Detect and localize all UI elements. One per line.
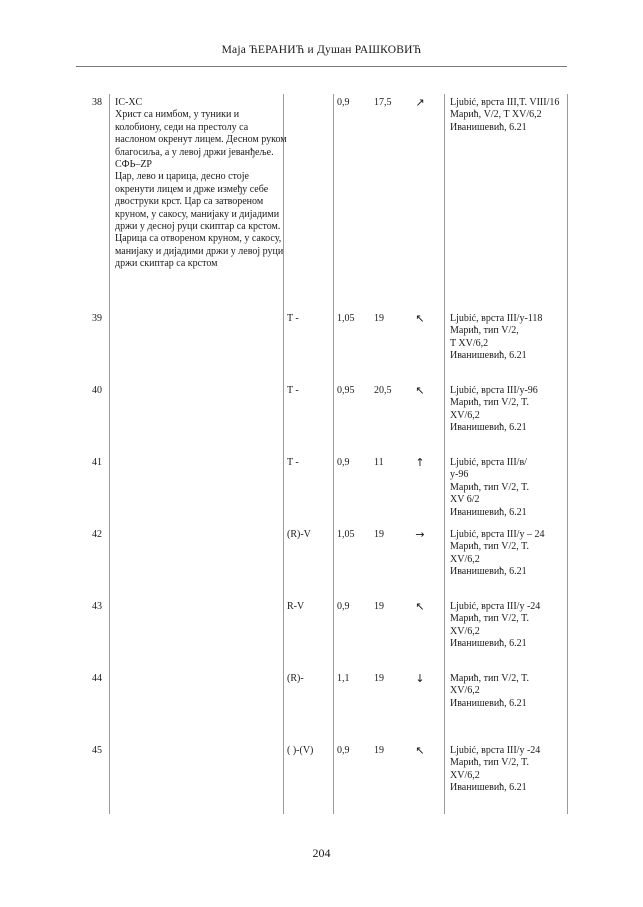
running-header: Маја ЋЕРАНИЋ и Душан РАШКОВИЋ bbox=[221, 44, 422, 56]
arrow-northwest-icon: ↖ bbox=[415, 600, 425, 613]
row-diameter: 19 bbox=[374, 529, 384, 540]
row-weight: 1,05 bbox=[337, 313, 355, 324]
page-number: 204 bbox=[312, 846, 331, 860]
column-divider bbox=[333, 94, 334, 814]
arrow-northwest-icon: ↖ bbox=[415, 312, 425, 325]
column-divider bbox=[109, 94, 110, 814]
coin-catalog-table bbox=[76, 94, 567, 814]
row-diameter: 19 bbox=[374, 673, 384, 684]
row-source: Ljubić, врста III/у -24 Марић, тип V/2, T. XV/6,2 Иванишевић, 6.21 bbox=[450, 601, 541, 650]
row-source: Ljubić, врста III/у -24 Марић, тип V/2, T. XV/6,2 Иванишевић, 6.21 bbox=[450, 745, 541, 794]
row-diameter: 19 bbox=[374, 313, 384, 324]
row-number: 43 bbox=[92, 601, 102, 612]
row-weight: 0,95 bbox=[337, 385, 355, 396]
row-diameter: 19 bbox=[374, 601, 384, 612]
row-weight: 1,1 bbox=[337, 673, 350, 684]
row-reference: (R)- bbox=[287, 673, 304, 684]
row-weight: 0,9 bbox=[337, 457, 350, 468]
arrow-down-icon: ↓ bbox=[415, 672, 425, 685]
row-weight: 1,05 bbox=[337, 529, 355, 540]
row-diameter: 11 bbox=[374, 457, 384, 468]
row-reference: ( )-(V) bbox=[287, 745, 314, 756]
arrow-northeast-icon: ↗ bbox=[415, 96, 425, 109]
row-weight: 0,9 bbox=[337, 745, 350, 756]
row-number: 45 bbox=[92, 745, 102, 756]
row-number: 42 bbox=[92, 529, 102, 540]
row-number: 40 bbox=[92, 385, 102, 396]
row-source: Ljubić, врста III/у – 24 Марић, тип V/2, T. XV/6,2 Иванишевић, 6.21 bbox=[450, 529, 545, 578]
row-source: Ljubić, врста III,T. VIII/16 Марић, V/2, T XV/6,2 Иванишевић, 6.21 bbox=[450, 97, 560, 133]
row-reference: T - bbox=[287, 385, 299, 396]
row-source: Ljubić, врста III/у-118 Марић, тип V/2, T XV/6,2 Иванишевић, 6.21 bbox=[450, 313, 543, 362]
row-reference: (R)-V bbox=[287, 529, 311, 540]
row-number: 44 bbox=[92, 673, 102, 684]
arrow-right-icon: → bbox=[415, 528, 425, 541]
row-source: Ljubić, врста III/в/ у-96 Марић, тип V/2, T. XV 6/2 Иванишевић, 6.21 bbox=[450, 457, 529, 518]
row-weight: 0,9 bbox=[337, 97, 350, 108]
arrow-northwest-icon: ↖ bbox=[415, 744, 425, 757]
row-diameter: 17,5 bbox=[374, 97, 392, 108]
row-number: 39 bbox=[92, 313, 102, 324]
row-description: IC-XC Христ са нимбом, у туники и колобиону, седи на престолу са наслоном окренут лицем. Десном руком благосиља, а у левој држи јеванђеље. СФЬ–ZP Цар, лево и царица, десно стоје окренути лицем и држе између себе двоструки крст. Цар са затвореном круном, у сакосу, манијаку и дијадими држи у десној руци скиптар са крстом. Царица са отвореном круном, у сакосу, манијаку и дијадими држи у левој руци држи скиптар са крстом bbox=[115, 97, 287, 270]
row-weight: 0,9 bbox=[337, 601, 350, 612]
row-diameter: 19 bbox=[374, 745, 384, 756]
arrow-up-icon: ↑ bbox=[415, 456, 425, 469]
column-divider bbox=[444, 94, 445, 814]
row-reference: R-V bbox=[287, 601, 305, 612]
row-reference: T - bbox=[287, 313, 299, 324]
header-rule bbox=[76, 66, 567, 67]
arrow-northwest-icon: ↖ bbox=[415, 384, 425, 397]
row-source: Марић, тип V/2, T. XV/6,2 Иванишевић, 6.21 bbox=[450, 673, 529, 709]
row-source: Ljubić, врста III/у-96 Марић, тип V/2, T. XV/6,2 Иванишевић, 6.21 bbox=[450, 385, 538, 434]
row-number: 38 bbox=[92, 97, 102, 108]
row-number: 41 bbox=[92, 457, 102, 468]
row-diameter: 20,5 bbox=[374, 385, 392, 396]
row-reference: T - bbox=[287, 457, 299, 468]
